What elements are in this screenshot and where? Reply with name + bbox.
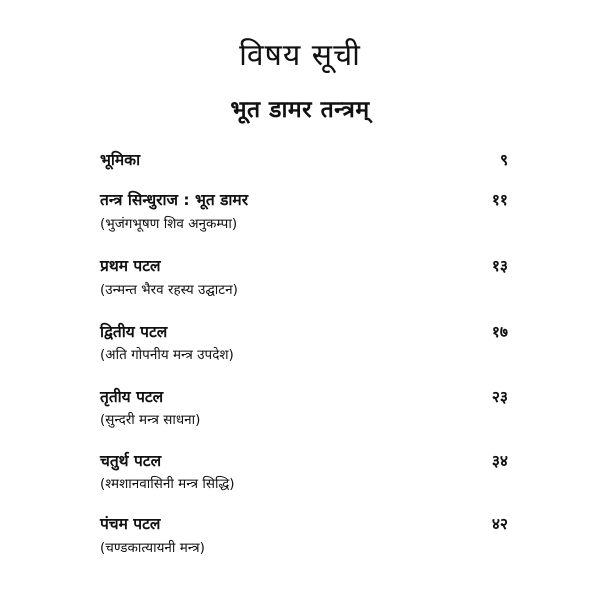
entry-title-tritiya-patal: तृतीय पटल [100,388,164,406]
entry-page-number: ११ [491,191,508,209]
book-title: भूत डामर तन्त्रम् [230,97,370,123]
entry-title-bhumika: भूमिका [100,151,141,169]
entry-page-number: ९ [499,151,508,169]
entry-subtitle: (चण्डकात्यायनी मन्त्र) [100,540,205,556]
page-title: विषय सूची [239,38,361,73]
entry-page-number: १७ [491,323,508,341]
entry-subtitle: (श्मशानवासिनी मन्त्र सिद्धि) [100,476,235,492]
entry-title-pancham-patal: पंचम पटल [100,515,161,533]
entry-title-tantra-sindhuraj: तन्त्र सिन्धुराज : भूत डामर [100,191,249,209]
entry-title-pratham-patal: प्रथम पटल [100,257,161,275]
entry-page-number: ४२ [491,515,508,533]
entry-subtitle: (सुन्दरी मन्त्र साधना) [100,412,201,428]
entry-title-dwitiya-patal: द्वितीय पटल [100,323,168,341]
entry-subtitle: (अति गोपनीय मन्त्र उपदेश) [100,347,234,363]
entry-subtitle: (उन्मन्त भैरव रहस्य उद्घाटन) [100,282,238,298]
entry-subtitle: (भुजंगभूषण शिव अनुकम्पा) [100,216,238,232]
entry-page-number: १३ [491,257,508,275]
entry-page-number: ३४ [491,452,508,470]
entry-page-number: २३ [491,388,508,406]
entry-title-chaturth-patal: चतुर्थ पटल [100,452,162,470]
